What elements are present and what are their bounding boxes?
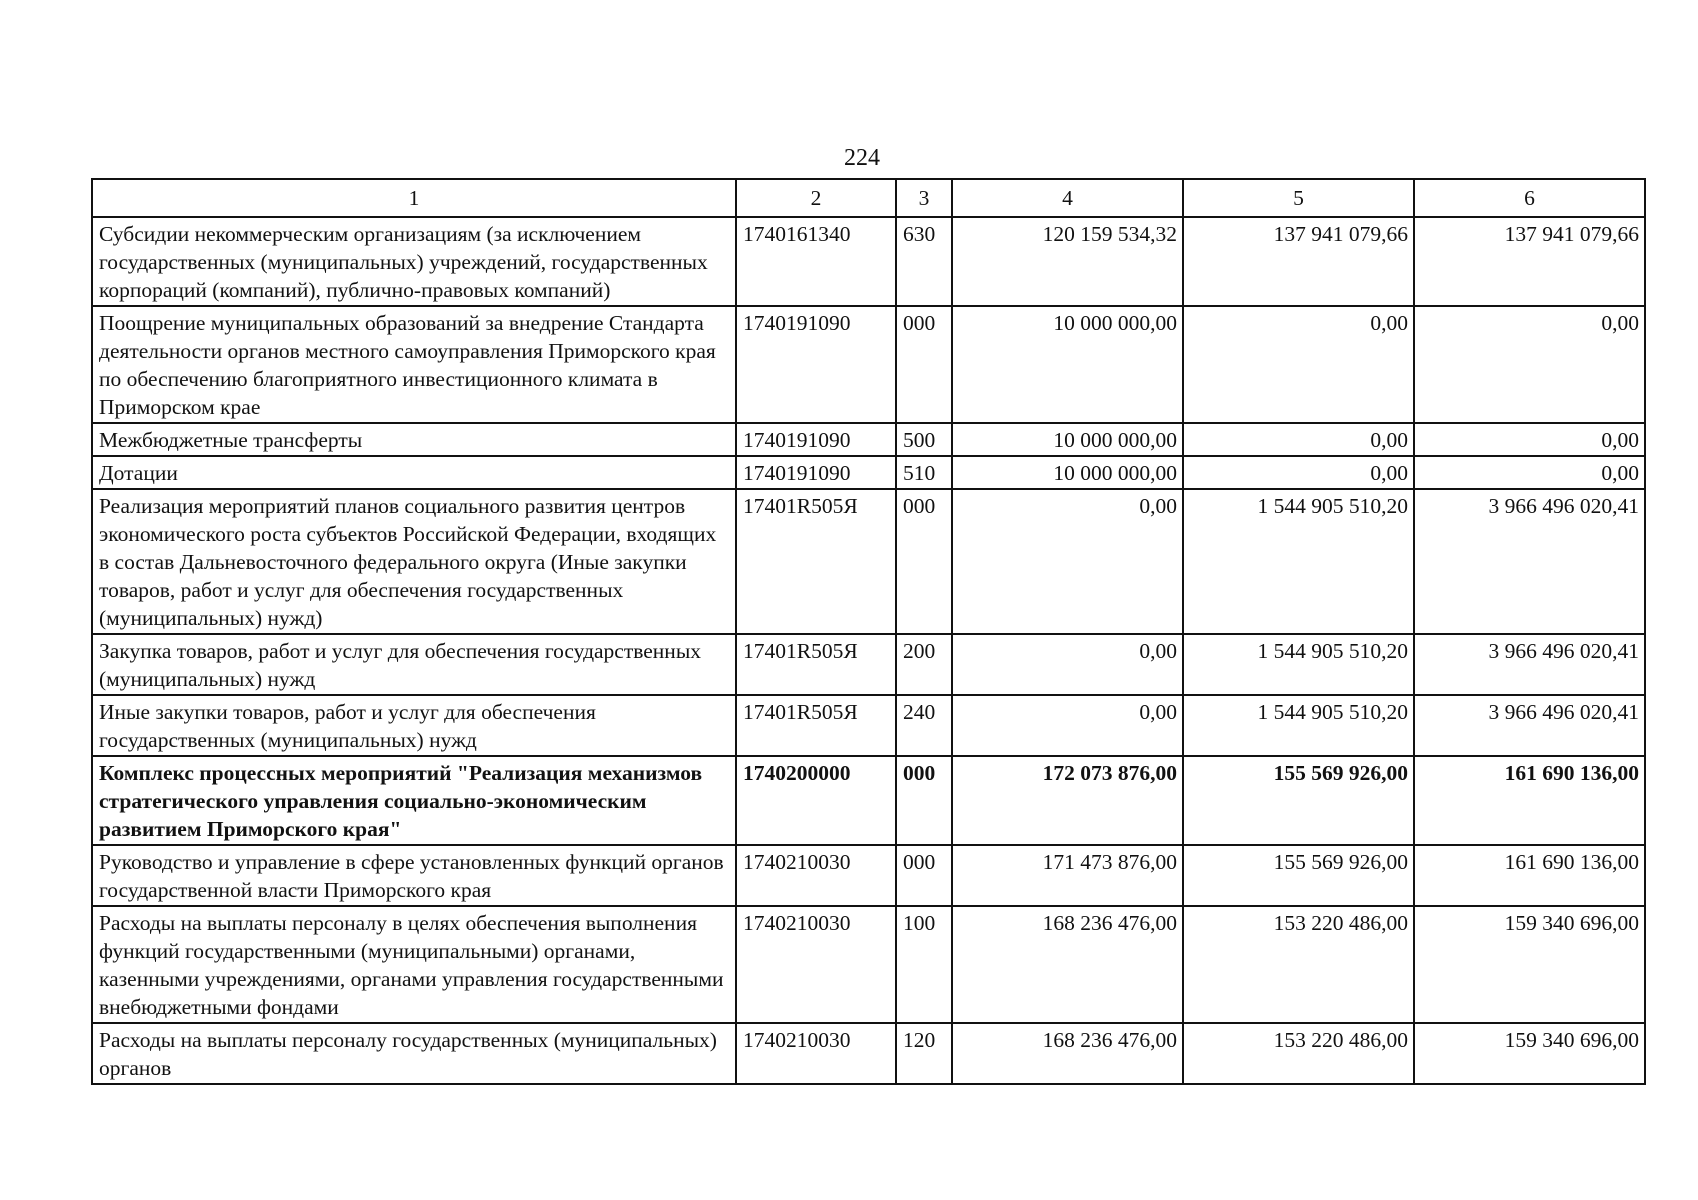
amount-col6-cell: 0,00 [1414, 456, 1645, 489]
amount-col4-cell: 0,00 [952, 489, 1183, 634]
expense-type-cell: 200 [896, 634, 952, 695]
expense-name-cell: Руководство и управление в сфере установленных функций органов государственной власти Приморского края [92, 845, 736, 906]
column-header-6: 6 [1414, 179, 1645, 217]
table-row [92, 634, 1645, 695]
expense-name-cell: Расходы на выплаты персоналу государственных (муниципальных) органов [92, 1023, 736, 1084]
amount-col5-cell: 1 544 905 510,20 [1183, 695, 1414, 756]
amount-col6-cell: 0,00 [1414, 423, 1645, 456]
amount-col4-cell: 0,00 [952, 695, 1183, 756]
amount-col4-cell: 10 000 000,00 [952, 423, 1183, 456]
column-header-2: 2 [736, 179, 896, 217]
target-code-cell: 1740191090 [736, 423, 896, 456]
header-row [92, 179, 1645, 217]
expense-name-cell: Межбюджетные трансферты [92, 423, 736, 456]
amount-col6-cell: 137 941 079,66 [1414, 217, 1645, 306]
amount-col6-cell: 159 340 696,00 [1414, 1023, 1645, 1084]
amount-col6-cell: 159 340 696,00 [1414, 906, 1645, 1023]
target-code-cell: 1740210030 [736, 845, 896, 906]
table-row [92, 695, 1645, 756]
target-code-cell: 1740200000 [736, 756, 896, 845]
amount-col5-cell: 155 569 926,00 [1183, 756, 1414, 845]
amount-col6-cell: 3 966 496 020,41 [1414, 695, 1645, 756]
amount-col6-cell: 3 966 496 020,41 [1414, 489, 1645, 634]
expense-name-cell: Расходы на выплаты персоналу в целях обеспечения выполнения функций государственными (муниципальными) органами, казенными учреждениями, органами управления государственными внебюджетными фондами [92, 906, 736, 1023]
target-code-cell: 1740210030 [736, 906, 896, 1023]
budget-table [91, 178, 1646, 1085]
table-row [92, 845, 1645, 906]
target-code-cell: 1740191090 [736, 456, 896, 489]
table-row [92, 423, 1645, 456]
target-code-cell: 1740210030 [736, 1023, 896, 1084]
column-header-4: 4 [952, 179, 1183, 217]
amount-col4-cell: 10 000 000,00 [952, 306, 1183, 423]
target-code-cell: 1740191090 [736, 306, 896, 423]
column-header-1: 1 [92, 179, 736, 217]
expense-name-cell: Иные закупки товаров, работ и услуг для обеспечения государственных (муниципальных) нужд [92, 695, 736, 756]
expense-type-cell: 240 [896, 695, 952, 756]
table-row [92, 1023, 1645, 1084]
amount-col4-cell: 172 073 876,00 [952, 756, 1183, 845]
table-row [92, 217, 1645, 306]
amount-col4-cell: 120 159 534,32 [952, 217, 1183, 306]
expense-name-cell: Комплекс процессных мероприятий "Реализация механизмов стратегического управления социально-экономическим развитием Приморского края" [92, 756, 736, 845]
target-code-cell: 1740161340 [736, 217, 896, 306]
amount-col5-cell: 1 544 905 510,20 [1183, 489, 1414, 634]
expense-name-cell: Поощрение муниципальных образований за внедрение Стандарта деятельности органов местного самоуправления Приморского края по обеспечению благоприятного инвестиционного климата в Приморском крае [92, 306, 736, 423]
amount-col4-cell: 168 236 476,00 [952, 1023, 1183, 1084]
expense-type-cell: 000 [896, 756, 952, 845]
amount-col4-cell: 171 473 876,00 [952, 845, 1183, 906]
amount-col4-cell: 0,00 [952, 634, 1183, 695]
target-code-cell: 17401R505Я [736, 634, 896, 695]
amount-col5-cell: 0,00 [1183, 423, 1414, 456]
table-row [92, 456, 1645, 489]
expense-type-cell: 000 [896, 845, 952, 906]
target-code-cell: 17401R505Я [736, 489, 896, 634]
amount-col4-cell: 10 000 000,00 [952, 456, 1183, 489]
amount-col6-cell: 161 690 136,00 [1414, 845, 1645, 906]
target-code-cell: 17401R505Я [736, 695, 896, 756]
amount-col5-cell: 155 569 926,00 [1183, 845, 1414, 906]
amount-col5-cell: 153 220 486,00 [1183, 906, 1414, 1023]
expense-type-cell: 630 [896, 217, 952, 306]
expense-name-cell: Закупка товаров, работ и услуг для обеспечения государственных (муниципальных) нужд [92, 634, 736, 695]
expense-name-cell: Дотации [92, 456, 736, 489]
table-header [92, 179, 1645, 217]
expense-name-cell: Реализация мероприятий планов социального развития центров экономического роста субъектов Российской Федерации, входящих в состав Дальневосточного федерального округа (Иные закупки товаров, работ и услуг для обеспечения государственных (муниципальных) нужд) [92, 489, 736, 634]
amount-col5-cell: 0,00 [1183, 306, 1414, 423]
amount-col5-cell: 0,00 [1183, 456, 1414, 489]
expense-type-cell: 000 [896, 306, 952, 423]
table-row [92, 306, 1645, 423]
table-body [92, 217, 1645, 1084]
table-row [92, 906, 1645, 1023]
amount-col5-cell: 1 544 905 510,20 [1183, 634, 1414, 695]
column-header-3: 3 [896, 179, 952, 217]
page-number: 224 [844, 145, 880, 171]
expense-type-cell: 500 [896, 423, 952, 456]
expense-name-cell: Субсидии некоммерческим организациям (за исключением государственных (муниципальных) учреждений, государственных корпораций (компаний), публично-правовых компаний) [92, 217, 736, 306]
table-row [92, 756, 1645, 845]
expense-type-cell: 000 [896, 489, 952, 634]
amount-col4-cell: 168 236 476,00 [952, 906, 1183, 1023]
amount-col5-cell: 137 941 079,66 [1183, 217, 1414, 306]
expense-type-cell: 100 [896, 906, 952, 1023]
expense-type-cell: 510 [896, 456, 952, 489]
amount-col6-cell: 3 966 496 020,41 [1414, 634, 1645, 695]
expense-type-cell: 120 [896, 1023, 952, 1084]
amount-col6-cell: 0,00 [1414, 306, 1645, 423]
table-row [92, 489, 1645, 634]
column-header-5: 5 [1183, 179, 1414, 217]
amount-col5-cell: 153 220 486,00 [1183, 1023, 1414, 1084]
amount-col6-cell: 161 690 136,00 [1414, 756, 1645, 845]
